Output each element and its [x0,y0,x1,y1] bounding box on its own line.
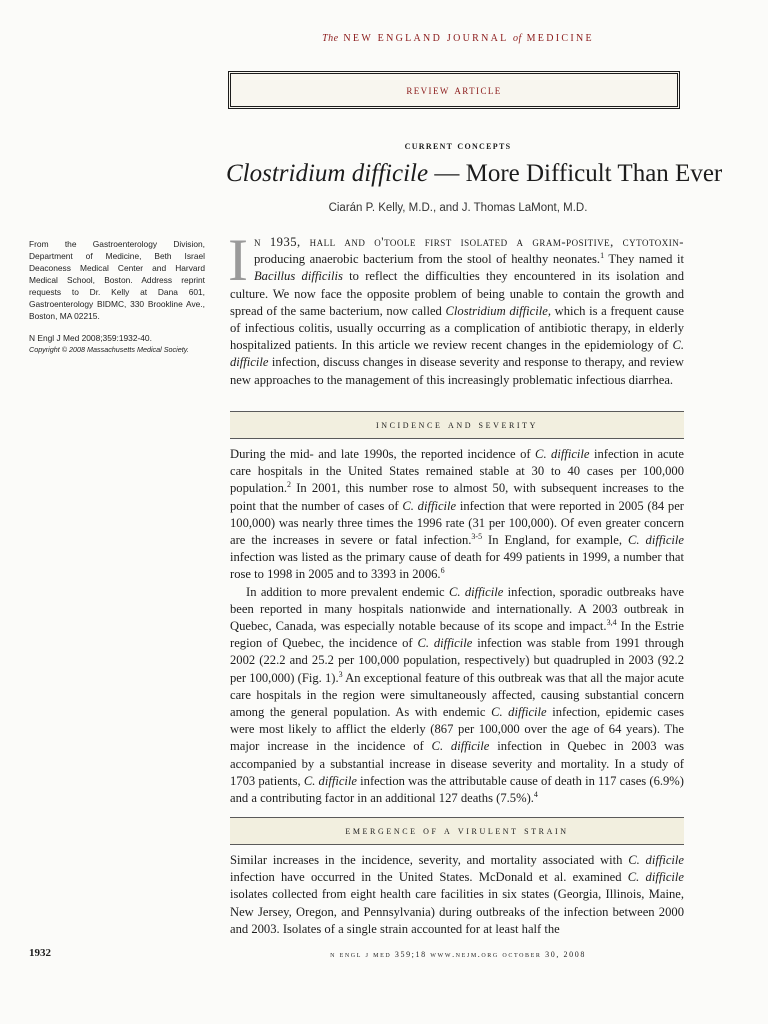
body-text: infection was listed as the primary cause of death for 499 patients in 1999, a number that rose to 1998 in 2005 and to 3393 in 2006. [230,550,684,582]
journal-header-medicine: MEDICINE [526,33,594,44]
article-title-rest: — More Difficult Than Ever [428,160,723,187]
species-name: Bacillus difficilis [253,269,343,284]
body-text: An exceptional feature of this outbreak was that all the major acute care hospitals in the region were simultaneously affected, causing substantial concern among the general population. As with endemic [230,670,684,720]
page-number: 1932 [29,947,51,959]
article-type-label: review article [406,82,502,97]
species-name: C. difficile [448,584,504,599]
body-text: isolates collected from eight health care facilities in six states (Georgia, Illinois, Maine, New Jersey, Oregon, and Pennsylvania) during outbreaks of the infection between 2000 and 2003. Isolates of a single strain accounted for at least half the [230,887,684,936]
section-kicker: current concepts [404,140,512,152]
section-heading-incidence: incidence and severity [230,411,684,439]
reference-marker: 6 [440,566,445,576]
section-heading-strain: emergence of a virulent strain [230,817,684,845]
species-name: C. difficile [230,338,684,370]
body-text: infection that were reported in 2005 (84 per 100,000) was nearly three times the 1996 rate (31 per 100,000). Of even greater concern are the increases in severe or fatal infection. [230,498,684,548]
species-name: C. difficile [491,705,547,720]
body-text: infection, epidemic cases were most likely to afflict the elderly (867 per 100,000 over the age of 64 years). The major increase in the incidence of [230,705,684,754]
body-text: Similar increases in the incidence, severity, and mortality associated with [230,853,629,867]
reference-marker: 3 [338,669,343,679]
body-text: In England, for example, [482,533,629,548]
copyright-notice: Copyright © 2008 Massachusetts Medical Society. [29,345,189,354]
article-title [226,160,723,188]
species-name: C. difficile [303,773,358,788]
intro-text: infection, discuss changes in disease severity and response to therapy, and review new approaches to the management of this increasingly problematic infectious diarrhea. [230,355,684,387]
intro-lead-in: n 1935, hall and o'toole first isolated a gram-positive, cytotoxin- [253,235,684,249]
body-text: infection was stable from 1991 through 2002 (22.2 and 25.2 per 100,000 population, respectively) but quadrupled in 2003 (92.2 per 100,000) (Fig. 1). [230,636,684,685]
species-name: C. difficile [628,853,685,867]
drop-cap: I [228,227,248,293]
species-name: Clostridium difficile, [445,303,551,318]
intro-text: They named it [604,252,684,267]
author-affiliation: From the Gastroenterology Division, Department of Medicine, Beth Israel Deaconess Medical Center and Harvard Medical School, Boston. Address reprint requests to Dr. Kelly at Dana 601, Gastroenterology BIDMC, 330 Brookline Ave., Boston, MA 02215. [29,239,205,321]
journal-header [230,33,686,44]
strain-section-body [230,852,684,938]
species-name: C. difficile [627,870,684,885]
reference-marker: 2 [287,480,292,490]
body-text: During the mid- and late 1990s, the reported incidence of [230,447,536,461]
species-name: C. difficile [535,447,590,461]
body-paragraph [230,852,684,938]
intro-text: to reflect the difficulties they encountered in its isolation and culture. We now face the opposite problem of being unable to contain the growth and spread of the same bacterium, now called [230,269,685,318]
body-paragraph [230,446,684,584]
citation: N Engl J Med 2008;359:1932-40. [29,333,152,343]
journal-header-the: The [322,33,339,44]
body-text: infection in Quebec in 2003 was accompanied by a substantial increase in disease severity and mortality. In a study of 1703 patients, [230,739,684,788]
page-footer: n engl j med 359;18 www.nejm.org october 30, 2008 [330,950,586,959]
article-type-box [228,71,680,109]
species-name: C. difficile [628,533,684,548]
species-name: C. difficile [402,498,457,513]
species-name: C. difficile [417,636,473,651]
intro-text: producing anaerobic bacterium from the stool of healthy neonates. [253,252,601,267]
body-text: infection was the attributable cause of death in 117 cases (6.9%) and a contributing factor in an additional 127 deaths (7.5%). [230,773,684,806]
journal-header-name: NEW ENGLAND JOURNAL [343,33,509,44]
reference-marker: 1 [600,251,605,261]
article-sidebar [29,238,205,356]
body-paragraph [230,584,684,808]
reference-marker: 3,4 [606,617,617,627]
body-text: infection have occurred in the United States. McDonald et al. examined [230,870,628,885]
body-text: In 2001, this number rose to almost 50, with subsequent increases to the point that the number of cases of [230,481,684,513]
body-text: infection in acute care hospitals in the United States remained stable at 30 to 40 cases per 100,000 population. [230,447,685,496]
intro-paragraph [228,227,685,389]
body-text: infection, sporadic outbreaks have been reported in many hospitals nationwide and internationally. A 2003 outbreak in Quebec, Canada, was especially notable because of its scope and impact. [230,584,684,634]
reference-marker: 4 [533,789,538,799]
incidence-section-body [230,446,684,807]
body-text: In the Estrie region of Quebec, the incidence of [230,619,684,651]
journal-header-of: of [513,33,522,44]
intro-text: which is a frequent cause of infectious colitis, usually occurring as a complication of antibiotic therapy, in elderly hospitalized patients. In this article we review recent changes in the epidemiology of [230,303,684,353]
reference-marker: 3-5 [471,531,483,541]
body-text: In addition to more prevalent endemic [246,584,449,599]
article-title-organism: Clostridium difficile [226,160,429,187]
species-name: C. difficile [431,739,490,754]
author-line: Ciarán P. Kelly, M.D., and J. Thomas LaMont, M.D. [328,202,588,214]
